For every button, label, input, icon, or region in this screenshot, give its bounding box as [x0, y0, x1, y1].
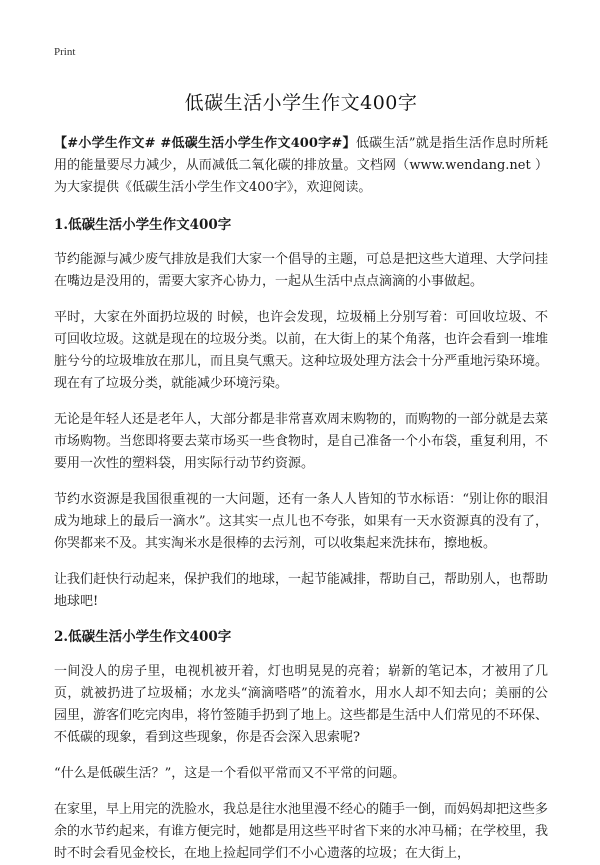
section-2-paragraph: 在家里，早上用完的洗脸水，我总是往水池里漫不经心的随手一倒，而妈妈却把这些多余的水节约起来，有谁方便完时，她都是用这些平时省下来的水冲马桶；在学校里，我时不时会看见金校长，在地上捡起同学们不小心遗落的垃圾；在大街上， [54, 802, 549, 861]
intro-tags: 【#小学生作文# #低碳生活小学生作文400字#】 [54, 136, 356, 151]
section-1-paragraph: 无论是年轻人还是老年人，大部分都是非常喜欢周末购物的，而购物的一部分就是去菜市场购物。当您即将要去菜市场买一些食物时，是自己准备一个小布袋，重复利用，不要用一次性的塑料袋，用实际行动节约资源。 [54, 412, 549, 471]
section-heading-1: 1.低碳生活小学生作文400字 [54, 217, 232, 233]
section-1-paragraph: 让我们赶快行动起来，保护我们的地球，一起节能减排，帮助自己，帮助别人，也帮助地球吧! [54, 572, 549, 609]
print-link[interactable]: Print [54, 46, 76, 58]
intro-text: 低碳生活”就是指生活作息时所耗用的能量要尽力减少，从而减低二氧化碳的排放量。文档网（www.wendang.net ）为大家提供《低碳生活小学生作文400字》，欢迎阅读。 [54, 136, 549, 195]
section-1-paragraph: 节约水资源是我国很重视的一大问题，还有一条人人皆知的节水标语：“别让你的眼泪成为地球上的最后一滴水”。这其实一点儿也不夸张，如果有一天水资源真的没有了，你哭都来不及。其实淘米水是很棒的去污剂，可以收集起来洗抹布，擦地板。 [54, 492, 548, 551]
section-2-paragraph: 一间没人的房子里，电视机被开着，灯也明晃晃的亮着；崭新的笔记本，才被用了几页，就被扔进了垃圾桶；水龙头“滴滴嗒嗒”的流着水，用水人却不知去向；美丽的公园里，游客们吃完肉串，将竹签随手扔到了地上。这些都是生活中人们常见的不环保、不低碳的现象，看到这些现象，你是否会深入思索呢? [54, 664, 549, 745]
section-2-paragraph: “什么是低碳生活？”，这是一个看似平常而又不平常的问题。 [54, 766, 406, 781]
section-1-paragraph: 平时，大家在外面扔垃圾的 时候，也许会发现，垃圾桶上分别写着：可回收垃圾、不可回收垃圾。这就是现在的垃圾分类。以前，在大街上的某个角落，也许会看到一堆堆脏兮兮的垃圾堆放在那儿，而且臭气熏天。这种垃圾处理方法会十分严重地污染环境。现在有了垃圾分类，就能减少环境污染。 [54, 310, 549, 391]
page-title: 低碳生活小学生作文400字 [184, 92, 418, 114]
section-heading-2: 2.低碳生活小学生作文400字 [54, 629, 232, 645]
section-1-paragraph: 节约能源与减少废气排放是我们大家一个倡导的主题，可总是把这些大道理、大学问挂在嘴边是没用的，需要大家齐心协力，一起从生活中点点滴滴的小事做起。 [54, 252, 549, 289]
intro-paragraph [54, 133, 548, 199]
